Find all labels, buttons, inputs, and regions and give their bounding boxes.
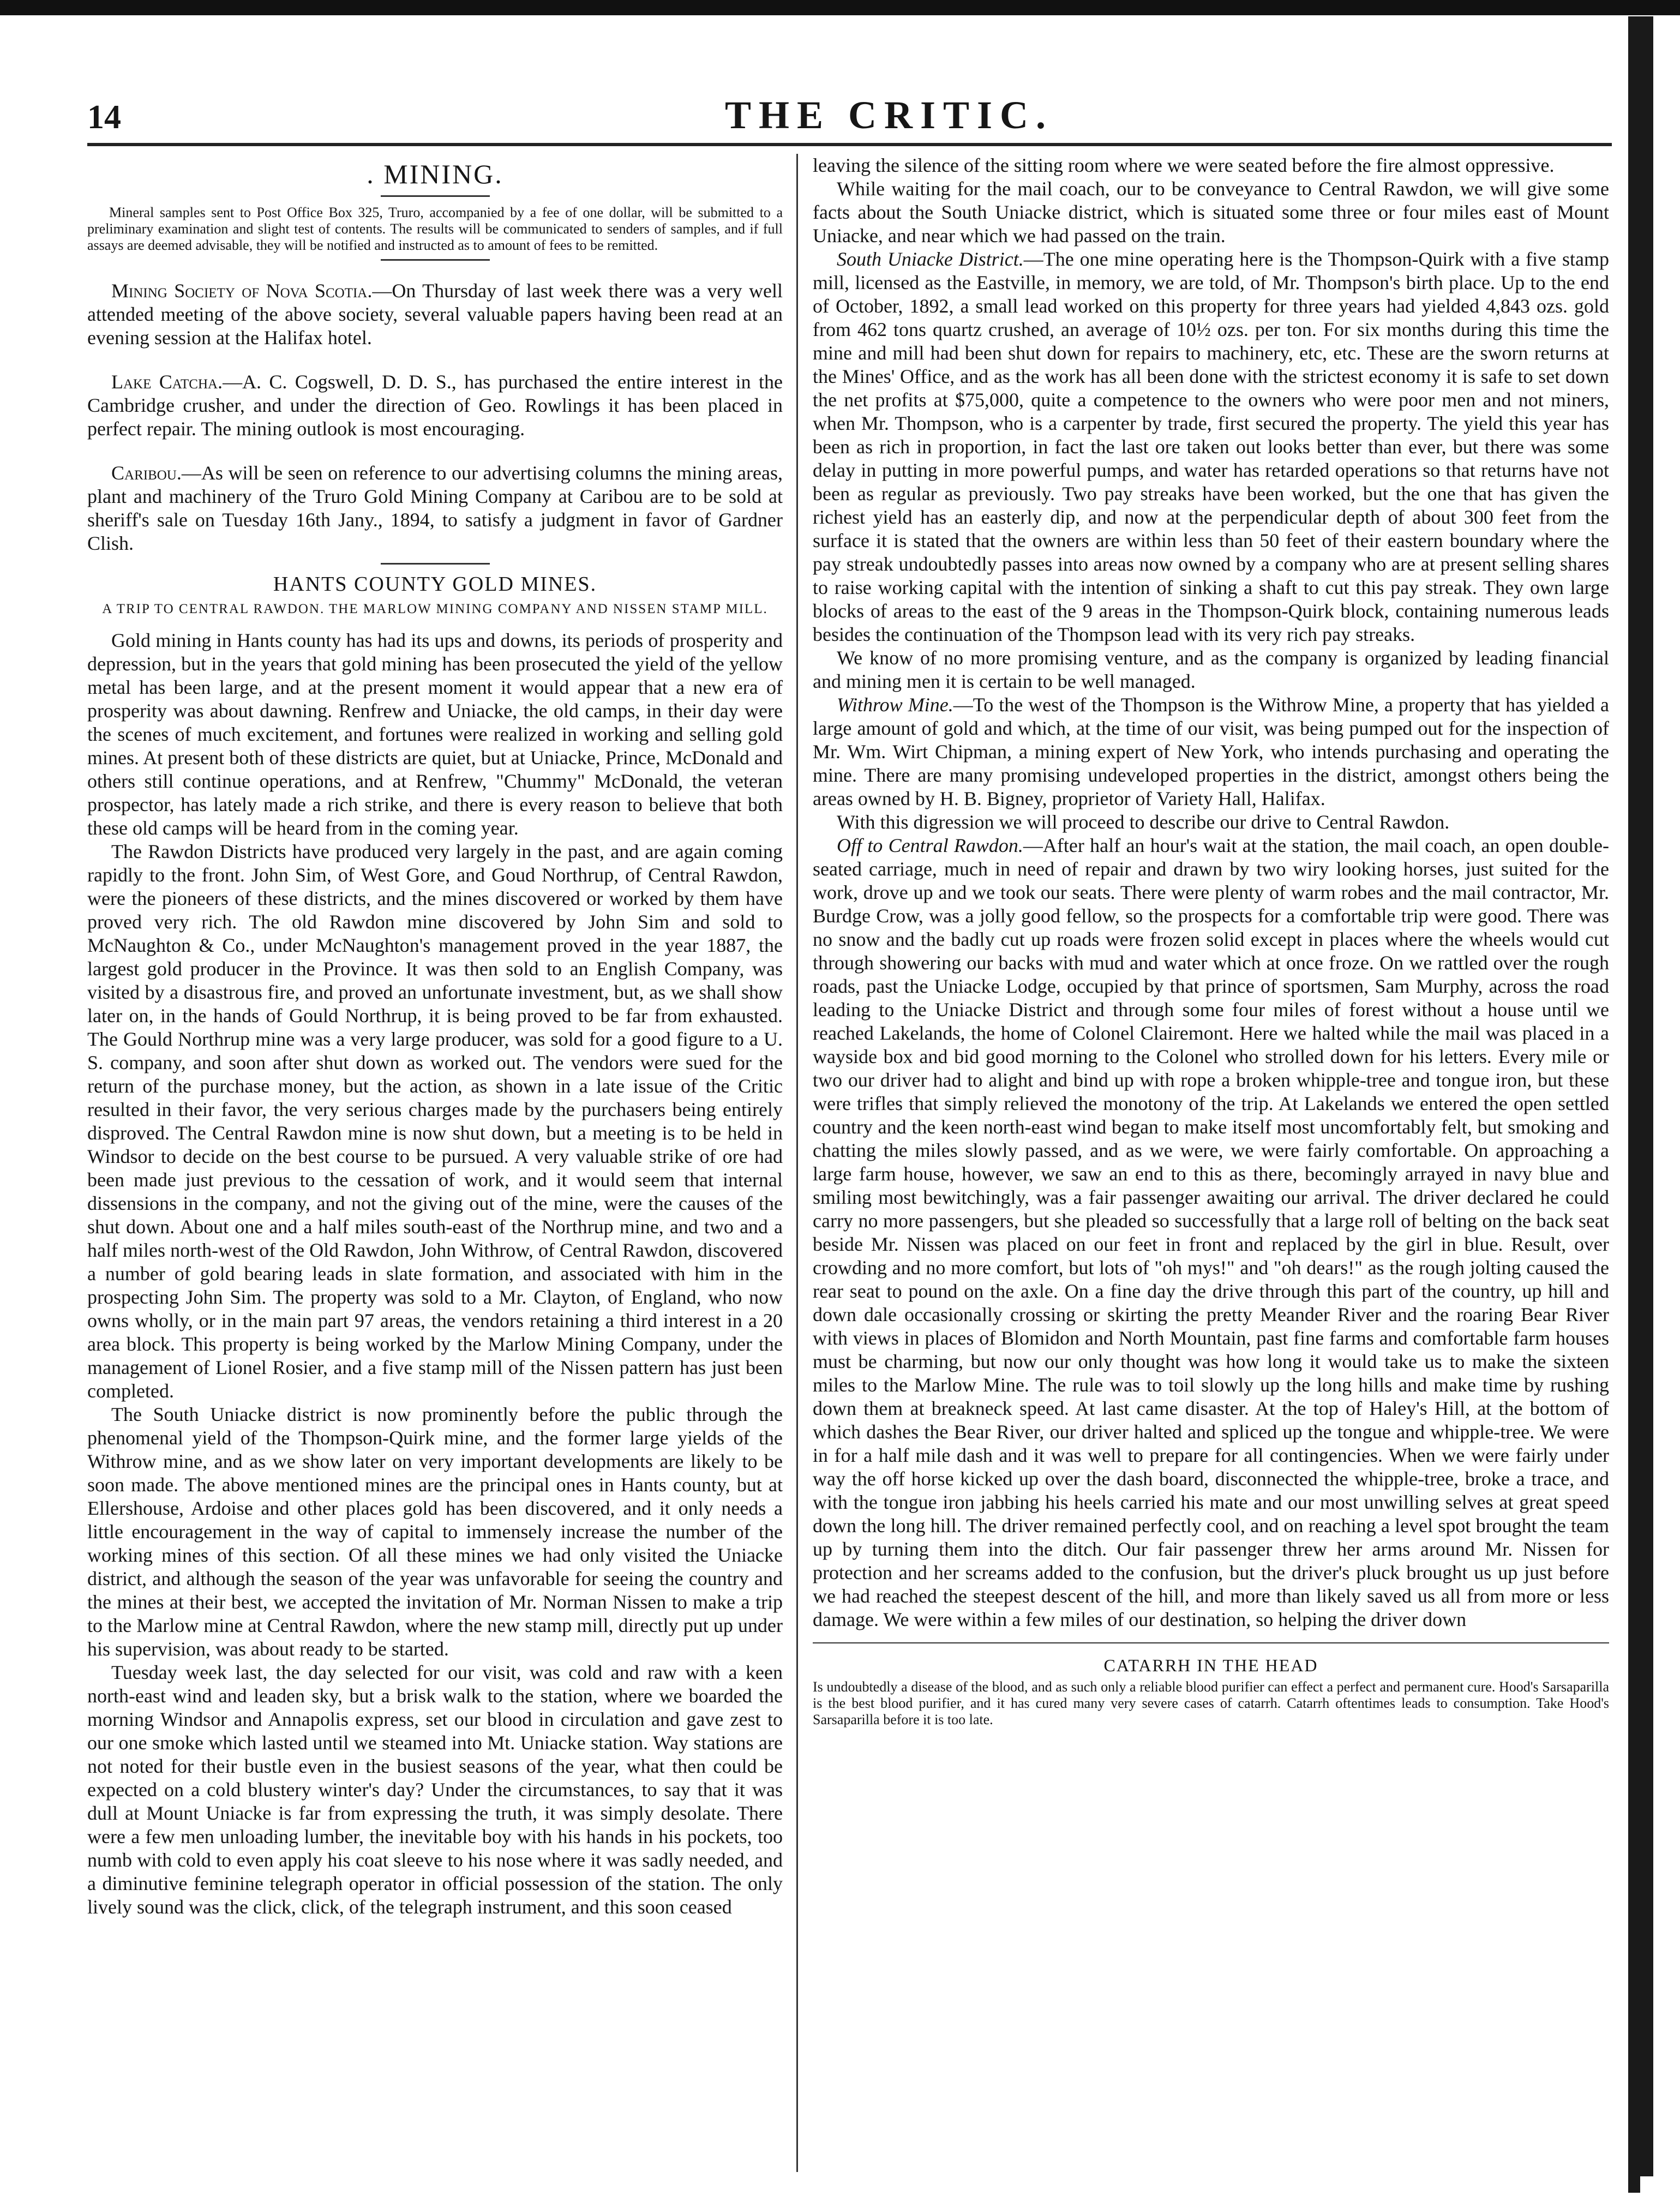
news-item-lead: Mining Society of Nova Scotia. xyxy=(111,280,373,302)
header-rule xyxy=(87,143,1612,146)
mining-section-title: . MINING. xyxy=(367,159,503,189)
section-rule xyxy=(381,195,490,197)
news-item-text: —On Thursday of last week there was a very well attended meeting of the above society, several valuable papers having been read at an evening session at the Halifax hotel. xyxy=(87,280,783,349)
article-paragraph: The South Uniacke district is now prominently before the public through the phenomenal yield of the Thompson-Quirk mine, and the former large yields of the Withrow mine, and as we show later on very important developments are likely to be soon made. The above mentioned mines are the principal ones in Hants county, but at Ellershouse, Ardoise and other places gold has been discovered, and it only needs a little encouragement in the way of capital to immensely increase the number of the working mines of this section. Of all these mines we had only visited the Uniacke district, and although the season of the year was unfavorable for seeing the country and the mines at their best, we accepted the invitation of Mr. Norman Nissen to make a trip to the Marlow mine at Central Rawdon, where the new stamp mill, directly put up under his supervision, was about ready to be started. xyxy=(87,1403,783,1660)
paragraph-text: —To the west of the Thompson is the Withrow Mine, a property that has yielded a large amount of gold and which, at the time of our visit, was being pumped out for the inspection of Mr. Wm. Wirt Chipman, a mining expert of New York, who intends purchasing and operating the mine. There are many promising undeveloped properties in the district, amongst others being the areas owned by H. B. Bigney, proprietor of Variety Hall, Halifax. xyxy=(813,694,1609,809)
advert-rule xyxy=(813,1642,1609,1643)
article-paragraph: Tuesday week last, the day selected for our visit, was cold and raw with a keen north-east wind and leaden sky, but a brisk walk to the station, where we boarded the morning Windsor and Annapolis express, set our blood in circulation and gave zest to our one smoke which lasted until we steamed into Mt. Uniacke station. Way stations are not noted for their bustle even in the busiest seasons of the year, what then could be expected on a cold blustery winter's day? Under the circumstances, to say that it was dull at Mount Uniacke is far from expressing the truth, it was simply desolate. There were a few men unloading lumber, the inevitable boy with his hands in his pockets, too numb with cold to even apply his coat sleeve to his nose where it was sadly needed, and a diminutive feminine telegraph operator in official possession of the station. The only lively sound was the click, click, of the telegraph instrument, and this soon ceased xyxy=(87,1661,783,1918)
news-item-lead: Lake Catcha. xyxy=(111,371,223,393)
paragraph-text: —The one mine operating here is the Thompson-Quirk with a five stamp mill, licensed as the Eastville, in memory, we are told, of Mr. Thompson's birth place. Up to the end of October, 1892, a small lead worked on this property for three years had yielded 4,843 ozs. gold from 462 tons quartz crushed, an average of 10½ ozs. per ton. For six months during this time the mine and mill had been shut down for repairs to machinery, etc, etc. These are the sworn returns at the Mines' Office, and as the work has all been done with the strictest economy it is safe to set down the net profits at $75,000, quite a competence to the owners who were poor men and not miners, when Mr. Thompson, who is a carpenter by trade, first secured the property. The yield this year has been as rich in proportion, in fact the last ore taken out looks better than ever, but there was some delay in putting in more powerful pumps, and water has retarded operations so that returns have not been as regular as previously. Two pay streaks have been worked, but the one that has given the richest yield has an easterly dip, and now at the perpendicular depth of about 300 feet from the surface it is stated that the owners are within less than 50 feet of their eastern boundary where the pay streak undoubtedly passes into areas now owned by a company who are at present selling shares to raise working capital with the intention of sinking a shaft to cut this pay streak. They own large blocks of areas to the east of the 9 areas in the Thompson-Quirk block, containing numerous leads besides the continuation of the Thompson lead with its very rich pay streaks. xyxy=(813,248,1609,645)
column-divider xyxy=(796,154,798,2172)
section-rule xyxy=(381,563,490,565)
newspaper-title: THE CRITIC. xyxy=(724,93,1054,137)
article-paragraph xyxy=(813,811,1609,834)
paragraph-text: While waiting for the mail coach, our to be conveyance to Central Rawdon, we will give some facts about the South Uniacke district, which is situated some three or four miles east of Mount Uniacke, and near which we had passed on the train. xyxy=(813,178,1609,247)
section-rule xyxy=(381,259,490,261)
paragraph-lead: Withrow Mine. xyxy=(837,694,953,716)
paragraph-text: With this digression we will proceed to describe our drive to Central Rawdon. xyxy=(837,811,1450,833)
article-paragraph xyxy=(813,646,1609,693)
article-paragraph: Gold mining in Hants county has had its ups and downs, its periods of prosperity and depression, but in the years that gold mining has been prosecuted the yield of the yellow metal has been large, and at the present moment it would appear that a new era of prosperity was about dawning. Renfrew and Uniacke, the old camps, in their day were the scenes of much excitement, and fortunes were realized in working and selling gold mines. At present both of these districts are quiet, but at Uniacke, Prince, McDonald and others still continue operations, and at Renfrew, "Chummy" McDonald, the veteran prospector, has lately made a rich strike, and there is every reason to believe that both these old camps will be heard from in the coming year. xyxy=(87,629,783,839)
top-border-rule xyxy=(0,0,1680,15)
paragraph-text: —After half an hour's wait at the station, the mail coach, an open double-seated carriage, much in need of repair and drawn by two wiry looking horses, just suited for the work, drove up and we took our seats. There were plenty of warm robes and the mail contractor, Mr. Burdge Crow, was a jolly good fellow, so the prospects for a comfortable trip were good. There was no snow and the badly cut up roads were frozen solid except in places where the wheels would cut through showering our backs with mud and water which at once froze. On we rattled over the rough roads, past the Uniacke Lodge, occupied by that prince of sportsmen, Sam Murphy, across the road leading to the Uniacke District and through some four miles of forest without a house until we reached Lakelands, the home of Colonel Clairemont. Here we halted while the mail was placed in a wayside box and bid good morning to the Colonel who strolled down for his letters. Every mile or two our driver had to alight and bind up with rope a broken whipple-tree and tongue iron, but these were trifles that simply relieved the monotony of the trip. At Lakelands we entered the open settled country and the keen north-east wind began to make itself most uncomfortably felt, but smoking and chatting the miles slowly passed, and as we were, we were fairly comfortable. On approaching a large farm house, however, we saw an end to this as there, becomingly arrayed in navy blue and smiling most bewitchingly, was a fair passenger awaiting our arrival. The driver declared he could carry no more passengers, but she pleaded so successfully that a large roll of belting on the back seat beside Mr. Nissen was placed on our feet in front and replaced by the girl in blue. Result, over crowding and no more comfort, but lots of "oh mys!" and "oh dears!" as the rough jolting caused the rear seat to pound on the axle. On a fine day the drive through this part of the country, up hill and down dale occasionally crossing or skirting the pretty Meander River and the roaring Bear River with views in places of Blomidon and North Mountain, past fine farms and comfortable farm houses must be charming, but now our only thought was how long it would take us to make the sixteen miles to the Marlow Mine. The rule was to toil slowly up the long hills and make time by rushing down them at breakneck speed. At last came disaster. At the top of Haley's Hill, at the bottom of which dashes the Bear River, our driver halted and spliced up the tongue and whipple-tree. We were in for a half mile dash and it was well to prepare for all contingencies. When we were fairly under way the off horse kicked up over the dash board, disconnected the whipple-tree, broke a trace, and with the tongue iron jabbing his heels carried his mate and our most unwilling selves at great speed down the long hill. The driver remained perfectly cool, and on reaching a level spot brought the team up by turning them into the ditch. Our fair passenger threw her arms around Mr. Nissen for protection and her screams added to the confusion, but the driver's pluck brought us up just before we had reached the steepest descent of the hill, and more than likely saved us all from more or less damage. We were within a few miles of our destination, so helping the driver down xyxy=(813,835,1609,1630)
article-paragraph xyxy=(813,834,1609,1631)
paragraph-lead: Off to Central Rawdon. xyxy=(837,835,1023,856)
page-number: 14 xyxy=(87,99,121,136)
article-paragraph xyxy=(813,177,1609,248)
hants-article-title: HANTS COUNTY GOLD MINES. xyxy=(273,573,597,596)
hants-article-subtitle: A TRIP TO CENTRAL RAWDON. THE MARLOW MINING COMPANY AND NISSEN STAMP MILL. xyxy=(102,602,768,616)
news-item xyxy=(87,461,783,555)
paragraph-text: leaving the silence of the sitting room where we were seated before the fire almost oppressive. xyxy=(813,154,1555,176)
news-item-text: —A. C. Cogswell, D. D. S., has purchased the entire interest in the Cambridge crusher, and under the direction of Geo. Rowlings it has been placed in perfect repair. The mining outlook is most encouraging. xyxy=(87,371,783,440)
left-column xyxy=(87,154,783,1919)
mining-notice: Mineral samples sent to Post Office Box 325, Truro, accompanied by a fee of one dollar, will be submitted to a preliminary examination and slight test of contents. The results will be communicated to senders of samples, and if full assays are deemed advisable, they will be notified and instructed as to amount of fees to be remitted. xyxy=(87,205,783,253)
article-paragraph xyxy=(813,693,1609,811)
paragraph-lead: South Uniacke District. xyxy=(837,248,1024,270)
right-column xyxy=(813,154,1609,1728)
advert-text: Is undoubtedly a disease of the blood, and as such only a reliable blood purifier can effect a perfect and permanent cure. Hood's Sarsaparilla is the best blood purifier, and it has cured many very severe cases of catarrh. Catarrh oftentimes leads to consumption. Take Hood's Sarsaparilla before it is too late. xyxy=(813,1679,1609,1727)
article-paragraph: The Rawdon Districts have produced very largely in the past, and are again coming rapidly to the front. John Sim, of West Gore, and Goud Northrup, of Central Rawdon, were the pioneers of these districts, and the mines discovered or worked by them have proved very rich. The old Rawdon mine discovered by John Sim and sold to McNaughton & Co., under McNaughton's management proved in the year 1887, the largest gold producer in the Province. It was then sold to an English Company, was visited by a disastrous fire, and proved an unfortunate investment, but, as we shall show later on, in the hands of Gould Northrup, it is being proved to be far from exhausted. The Gould Northrup mine was a very large producer, was sold for a good figure to a U. S. company, and soon after shut down as worked out. The vendors were sued for the return of the purchase money, but the action, as shown in a late issue of the Critic resulted in their favor, the very serious charges made by the purchasers being entirely disproved. The Central Rawdon mine is now shut down, but a meeting is to be held in Windsor to decide on the best course to be pursued. A very valuable strike of ore had been made just previous to the cessation of work, and it would seem that internal dissensions in the company, and not the giving out of the mine, were the causes of the shut down. About one and a half miles south-east of the Northrup mine, and two and a half miles north-west of the Old Rawdon, John Withrow, of Central Rawdon, discovered a number of gold bearing leads in slate formation, and associated with him in the prospecting John Sim. The property was sold to a Mr. Clayton, of England, who now owns wholly, or in the main part 97 areas, the vendors retaining a third interest in a 20 area block. This property is being worked by the Marlow Mining Company, under the management of Lionel Rosier, and a five stamp mill of the Nissen pattern has just been completed. xyxy=(87,841,783,1402)
paragraph-text: We know of no more promising venture, and as the company is organized by leading financial and mining men it is certain to be well managed. xyxy=(813,647,1609,692)
page-edge-bar-tail xyxy=(1628,2176,1640,2193)
advert-title: CATARRH IN THE HEAD xyxy=(1103,1655,1318,1675)
news-item-lead: Caribou. xyxy=(111,462,182,484)
page-edge-bar xyxy=(1628,16,1653,2176)
page-header xyxy=(87,93,1615,136)
article-paragraph xyxy=(813,154,1609,177)
news-item-text: —As will be seen on reference to our advertising columns the mining areas, plant and machinery of the Truro Gold Mining Company at Caribou are to be sold at sheriff's sale on Tuesday 16th Jany., 1894, to satisfy a judgment in favor of Gardner Clish. xyxy=(87,462,783,554)
article-paragraph xyxy=(813,248,1609,646)
news-item xyxy=(87,279,783,350)
news-item xyxy=(87,370,783,441)
